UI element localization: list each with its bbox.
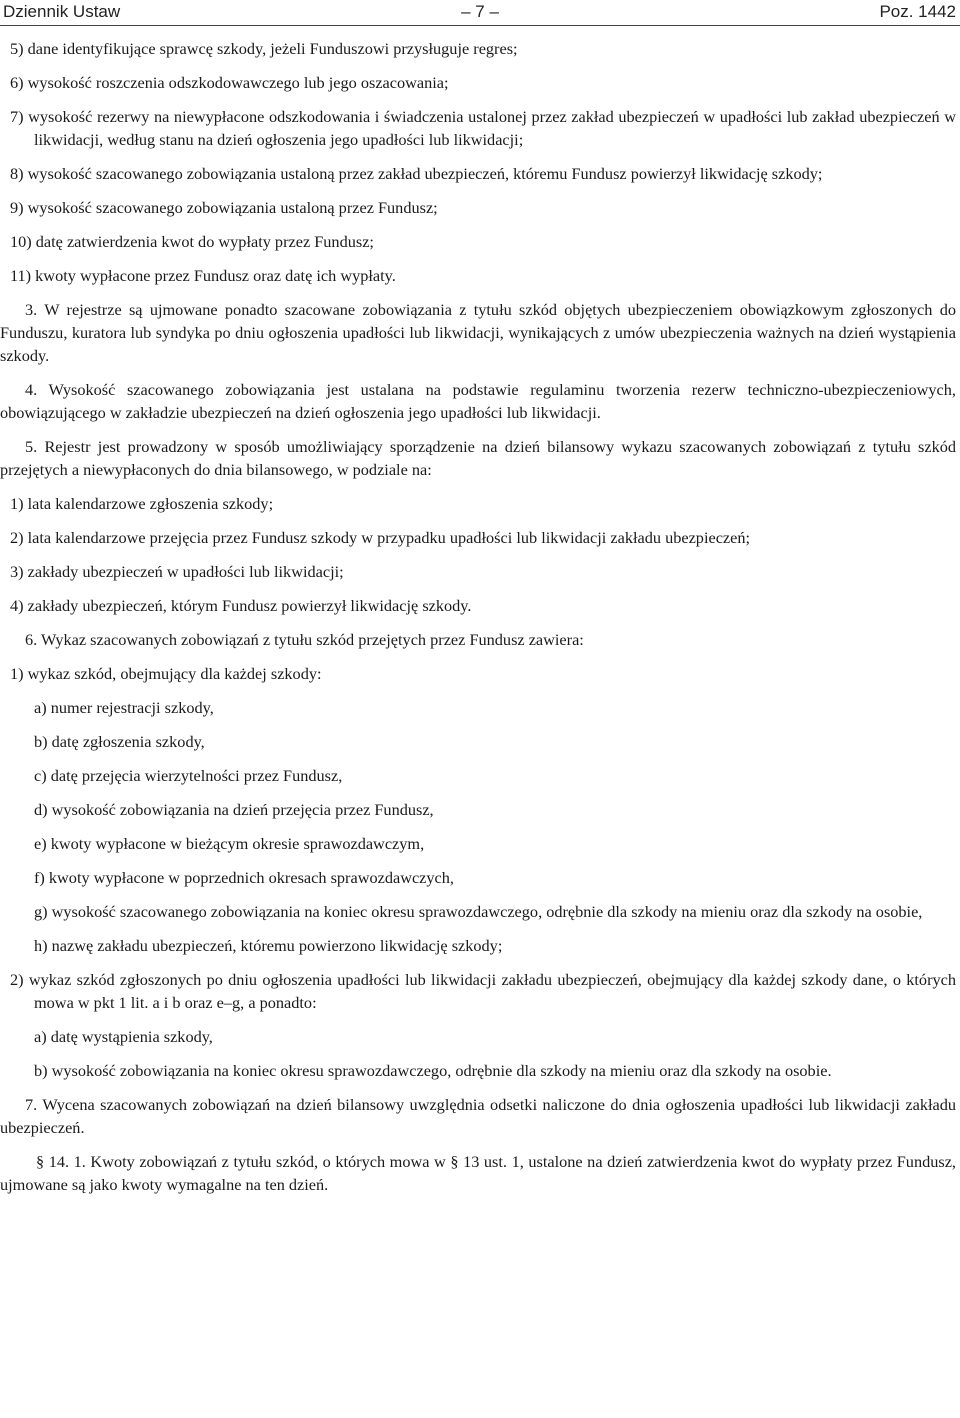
page-number: – 7 – [461,2,499,21]
list-item-6: 6) wysokość roszczenia odszkodowawczego lub jego oszacowania; [10,73,449,92]
sub-item-2a: a) datę wystąpienia szkody, [34,1027,213,1046]
section-14: § 14. 1. Kwoty zobowiązań z tytułu szkód, o których mowa w § 13 ust. 1, ustalone na dzień zatwierdzenia kwot do wypłaty przez Fundusz, ujmowane są jako kwoty wymagalne na ten dzień. [0,1152,956,1194]
list-item-10: 10) datę zatwierdzenia kwot do wypłaty przez Fundusz; [10,232,374,251]
list-item-7: 7) wysokość rezerwy na niewypłacone odszkodowania i świadczenia ustalonej przez zakład ubezpieczeń w upadłości lub zakład ubezpieczeń w likwidacji, według stanu na dzień ogłoszenia jego upadłości lub likwidacji; [10,107,956,149]
position-number: Poz. 1442 [879,2,956,21]
journal-title: Dziennik Ustaw [3,2,121,21]
page-header [0,0,960,26]
list-item-5: 5) dane identyfikujące sprawcę szkody, jeżeli Funduszowi przysługuje regres; [10,39,518,58]
sub-item-a: a) numer rejestracji szkody, [34,698,214,717]
sub-item-d: d) wysokość zobowiązania na dzień przejęcia przez Fundusz, [34,800,434,819]
claims-list-item-1: 1) wykaz szkód, obejmujący dla każdej szkody: [10,664,322,683]
sub-item-g: g) wysokość szacowanego zobowiązania na koniec okresu sprawozdawczego, odrębnie dla szkody na mieniu oraz dla szkody na osobie, [34,902,923,921]
sub-item-b: b) datę zgłoszenia szkody, [34,732,205,751]
paragraph-7: 7. Wycena szacowanych zobowiązań na dzień bilansowy uwzględnia odsetki naliczone do dnia ogłoszenia upadłości lub likwidacji zakładu ubezpieczeń. [0,1095,956,1137]
paragraph-6: 6. Wykaz szacowanych zobowiązań z tytułu szkód przejętych przez Fundusz zawiera: [25,630,584,649]
sub-item-c: c) datę przejęcia wierzytelności przez Fundusz, [34,766,343,785]
sub-item-h: h) nazwę zakładu ubezpieczeń, któremu powierzono likwidację szkody; [34,936,503,955]
list-item-11: 11) kwoty wypłacone przez Fundusz oraz datę ich wypłaty. [10,266,396,285]
paragraph-3: 3. W rejestrze są ujmowane ponadto szacowane zobowiązania z tytułu szkód objętych ubezpieczeniem obowiązkowym zgłoszonych do Funduszu, kuratora lub syndyka po dniu ogłoszenia upadłości lub likwidacji, wynikających z umów ubezpieczenia ważnych na dzień wystąpienia szkody. [0,300,956,365]
document-body [0,37,956,1196]
claims-list-item-2: 2) wykaz szkód zgłoszonych po dniu ogłoszenia upadłości lub likwidacji zakładu ubezpieczeń, obejmujący dla każdej szkody dane, o których mowa w pkt 1 lit. a i b oraz e–g, a ponadto: [10,970,956,1012]
paragraph-5: 5. Rejestr jest prowadzony w sposób umożliwiający sporządzenie na dzień bilansowy wykazu szacowanych zobowiązań z tytułu szkód przejętych a niewypłaconych do dnia bilansowego, w podziale na: [0,437,956,479]
paragraph-4: 4. Wysokość szacowanego zobowiązania jest ustalana na podstawie regulaminu tworzenia rezerw techniczno-ubezpieczeniowych, obowiązującego w zakładzie ubezpieczeń na dzień ogłoszenia jego upadłości lub likwidacji. [0,380,956,422]
sub-item-f: f) kwoty wypłacone w poprzednich okresach sprawozdawczych, [34,868,454,887]
header-rule [0,25,960,26]
list-item-9: 9) wysokość szacowanego zobowiązania ustaloną przez Fundusz; [10,198,438,217]
breakdown-item-4: 4) zakłady ubezpieczeń, którym Fundusz powierzył likwidację szkody. [10,596,472,615]
breakdown-item-3: 3) zakłady ubezpieczeń w upadłości lub likwidacji; [10,562,344,581]
sub-item-e: e) kwoty wypłacone w bieżącym okresie sprawozdawczym, [34,834,425,853]
list-item-8: 8) wysokość szacowanego zobowiązania ustaloną przez zakład ubezpieczeń, któremu Fundusz powierzył likwidację szkody; [10,164,823,183]
sub-item-2b: b) wysokość zobowiązania na koniec okresu sprawozdawczego, odrębnie dla szkody na mieniu oraz dla szkody na osobie. [34,1061,832,1080]
breakdown-item-1: 1) lata kalendarzowe zgłoszenia szkody; [10,494,274,513]
breakdown-item-2: 2) lata kalendarzowe przejęcia przez Fundusz szkody w przypadku upadłości lub likwidacji zakładu ubezpieczeń; [10,528,751,547]
